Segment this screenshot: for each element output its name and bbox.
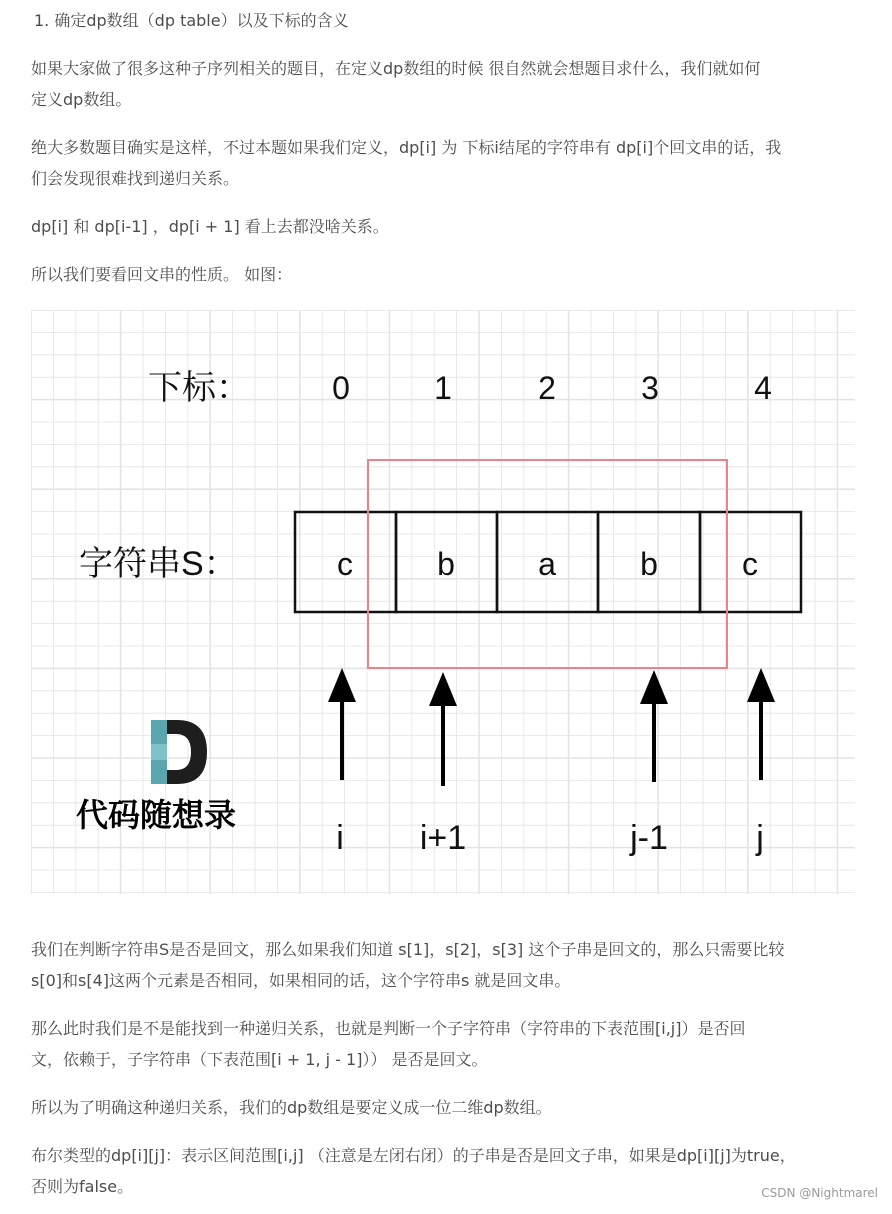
logo-text: 代码随想录 bbox=[76, 796, 237, 834]
char-4: c bbox=[742, 546, 758, 582]
char-2: a bbox=[538, 546, 556, 582]
palindrome-diagram bbox=[31, 310, 855, 894]
index-4: 4 bbox=[754, 370, 772, 406]
index-row-label: 下标： bbox=[148, 369, 250, 407]
paragraph-6-line-1: 那么此时我们是不是能找到一种递归关系，也就是判断一个子字符串（字符串的下表范围[i,j]）是否回 bbox=[31, 1019, 746, 1038]
index-2: 2 bbox=[538, 370, 556, 406]
paragraph-7: 所以为了明确这种递归关系，我们的dp数组是要定义成一位二维dp数组。 bbox=[31, 1098, 552, 1117]
index-0: 0 bbox=[332, 370, 350, 406]
paragraph-6-line-2: 文，依赖于，子字符串（下表范围[i + 1, j - 1]）） 是否是回文。 bbox=[31, 1050, 488, 1069]
char-0: c bbox=[337, 546, 353, 582]
paragraph-8-line-1: 布尔类型的dp[i][j]：表示区间范围[i,j] （注意是左闭右闭）的子串是否是回文子串，如果是dp[i][j]为true， bbox=[31, 1146, 796, 1165]
paragraph-2-line-2: 们会发现很难找到递归关系。 bbox=[31, 169, 240, 188]
pointer-label-j-minus-1: j-1 bbox=[630, 819, 668, 857]
char-3: b bbox=[640, 546, 658, 582]
paragraph-1-line-1: 如果大家做了很多这种子序列相关的题目，在定义dp数组的时候 很自然就会想题目求什么，我们就如何 bbox=[31, 59, 761, 78]
paragraph-4: 所以我们要看回文串的性质。 如图： bbox=[31, 265, 293, 284]
pointer-label-j: j bbox=[756, 819, 764, 857]
index-1: 1 bbox=[434, 370, 452, 406]
pointer-label-i-plus-1: i+1 bbox=[419, 819, 467, 857]
index-3: 3 bbox=[641, 370, 659, 406]
csdn-watermark: CSDN @Nightmarel bbox=[761, 1186, 878, 1200]
paragraph-1-line-2: 定义dp数组。 bbox=[31, 90, 132, 109]
paragraph-3: dp[i] 和 dp[i-1] ，dp[i + 1] 看上去都没啥关系。 bbox=[31, 217, 389, 236]
char-1: b bbox=[437, 546, 455, 582]
list-heading: 1. 确定dp数组（dp table）以及下标的含义 bbox=[34, 11, 349, 30]
string-row-label: 字符串S： bbox=[79, 545, 238, 583]
paragraph-2-line-1: 绝大多数题目确实是这样，不过本题如果我们定义，dp[i] 为 下标i结尾的字符串有 dp[i]个回文串的话，我 bbox=[31, 138, 782, 157]
pointer-label-i: i bbox=[336, 819, 344, 857]
paragraph-5-line-2: s[0]和s[4]这两个元素是否相同，如果相同的话，这个字符串s 就是回文串。 bbox=[31, 971, 571, 990]
paragraph-5-line-1: 我们在判断字符串S是否是回文，那么如果我们知道 s[1]，s[2]，s[3] 这个子串是回文的，那么只需要比较 bbox=[31, 940, 785, 959]
paragraph-8-line-2: 否则为false。 bbox=[31, 1177, 134, 1196]
